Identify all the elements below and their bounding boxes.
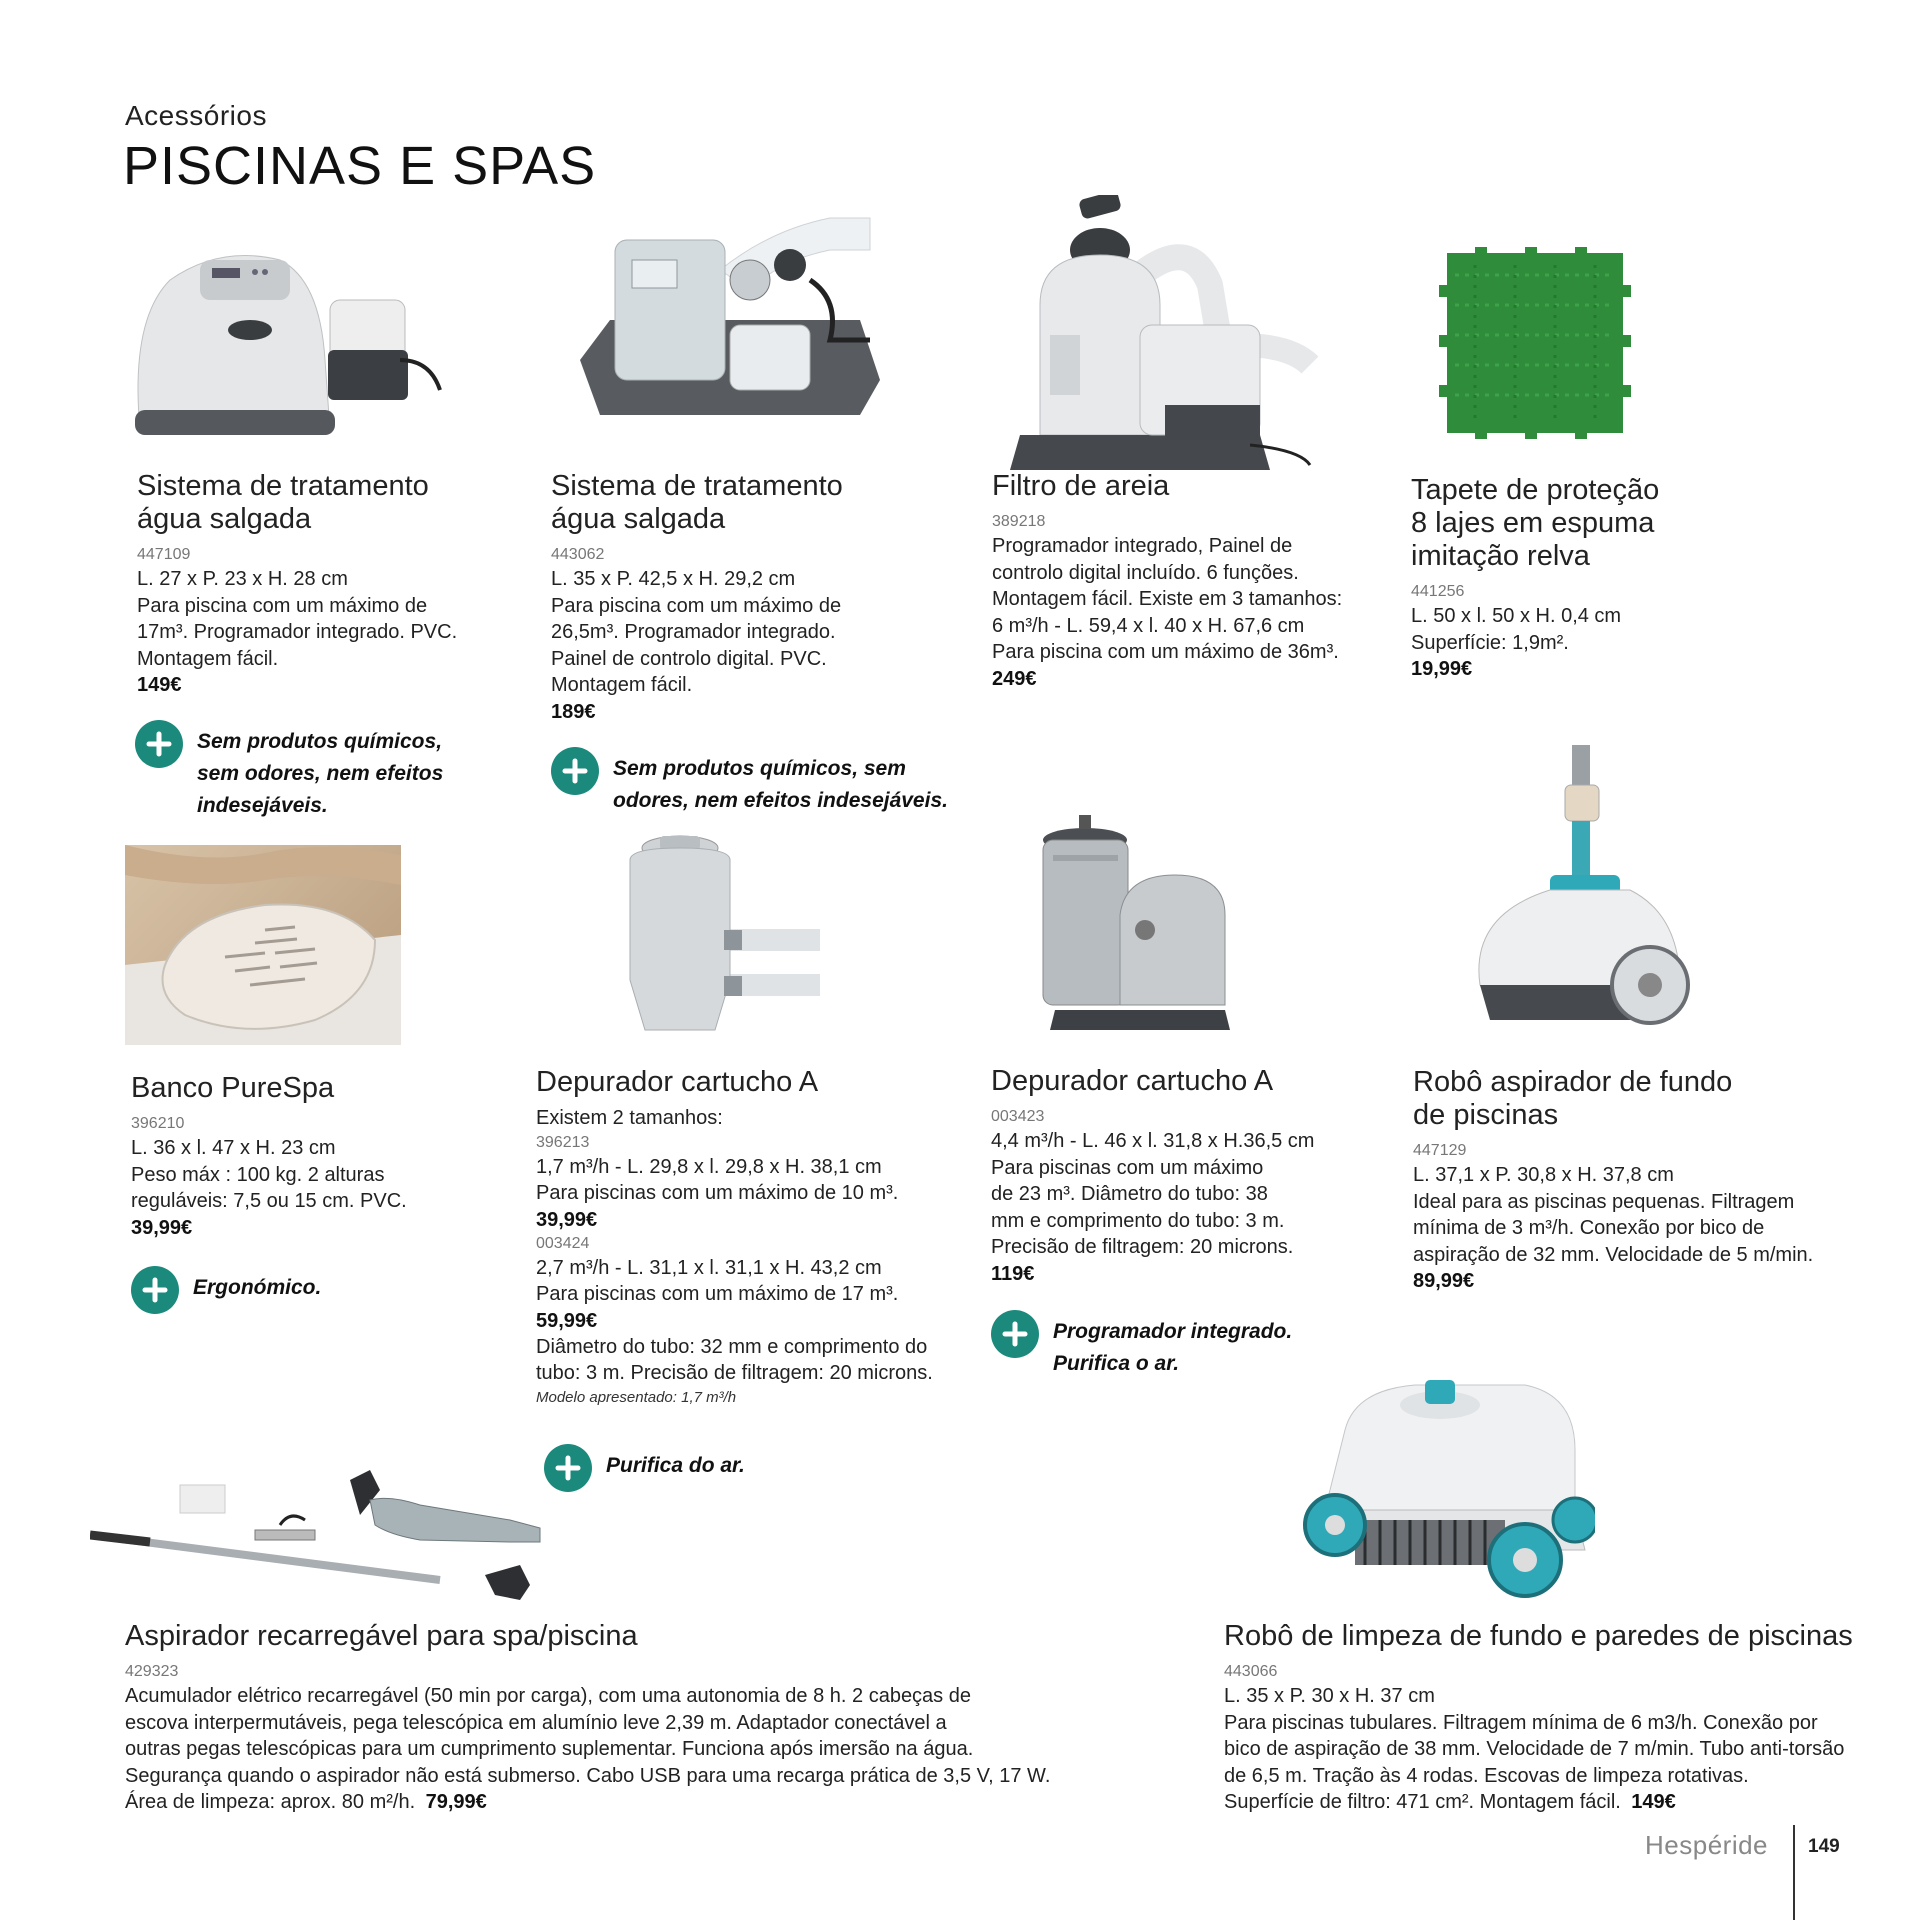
benefit-text: Programador integrado. Purifica o ar. — [1053, 1320, 1293, 1375]
product-card-429323 — [125, 1620, 1085, 1816]
benefit-text: Sem produtos químicos, sem odores, nem efeitos indesejáveis. — [197, 730, 444, 817]
product-price: 59,99€ — [536, 1309, 598, 1332]
product-description: L. 35 x P. 42,5 x H. 29,2 cm Para piscina com um máximo de 26,5m³. Programador integrado. Painel de controlo digital. PVC. Montagem fácil. — [551, 568, 842, 696]
product-card-447109 — [137, 470, 517, 698]
product-title: Robô aspirador de fundo de piscinas — [1413, 1066, 1733, 1131]
product-title: Depurador cartucho A — [991, 1065, 1274, 1097]
product-ref: 441256 — [1411, 583, 1465, 600]
product-price: 39,99€ — [131, 1216, 193, 1239]
model-note: Modelo apresentado: 1,7 m³/h — [536, 1388, 737, 1406]
product-description: 2,7 m³/h - L. 31,1 x l. 31,1 x H. 43,2 cm Para piscinas com um máximo de 17 m³. — [536, 1256, 899, 1305]
cartridge-filter-large-image — [1035, 815, 1235, 1030]
product-description: L. 50 x l. 50 x H. 0,4 cm Superfície: 1,9m². — [1411, 605, 1622, 654]
product-ref: 389218 — [992, 513, 1046, 530]
pool-robot-large-image — [1285, 1370, 1595, 1600]
spa-seat-photo — [125, 845, 401, 1045]
benefit-text: Ergonómico. — [193, 1276, 322, 1299]
pool-robot-small-image — [1460, 745, 1690, 1045]
benefit-text: Purifica do ar. — [606, 1454, 745, 1477]
product-title: Sistema de tratamento água salgada — [137, 470, 429, 535]
salt-chlorinator-small-image — [130, 240, 460, 440]
product-ref: 447109 — [137, 546, 191, 563]
product-ref: 447129 — [1413, 1142, 1467, 1159]
product-price: 119€ — [991, 1262, 1035, 1285]
product-title: Banco PureSpa — [131, 1072, 335, 1104]
salt-chlorinator-large-image — [570, 210, 900, 430]
product-extra: Diâmetro do tubo: 32 mm e comprimento do tubo: 3 m. Precisão de filtragem: 20 microns. — [536, 1335, 933, 1384]
product-ref: 443066 — [1224, 1663, 1278, 1680]
product-ref: 429323 — [125, 1663, 179, 1680]
rechargeable-vacuum-image — [90, 1470, 550, 1610]
product-title: Aspirador recarregável para spa/piscina — [125, 1620, 638, 1652]
product-ref: 003424 — [536, 1234, 590, 1252]
turf-mat-image — [1435, 245, 1635, 440]
product-ref: 443062 — [551, 546, 605, 563]
plus-icon — [135, 720, 183, 768]
plus-icon — [551, 747, 599, 795]
product-card-396213 — [536, 1066, 976, 1409]
benefit-396210 — [131, 1266, 321, 1314]
product-price: 79,99€ — [425, 1791, 487, 1813]
product-title: Filtro de areia — [992, 470, 1170, 502]
product-price: 149€ — [137, 674, 182, 696]
product-card-443062 — [551, 470, 951, 725]
benefit-text: Sem produtos químicos, sem odores, nem efeitos indesejáveis. — [613, 757, 948, 812]
product-price: 89,99€ — [1413, 1270, 1475, 1292]
product-description: L. 37,1 x P. 30,8 x H. 37,8 cm Ideal para as piscinas pequenas. Filtragem mínima de 3 m³/h. Conexão por bico de aspiração de 32 mm. Velocidade de 5 m/min. — [1413, 1164, 1814, 1266]
page-title: PISCINAS E SPAS — [123, 136, 597, 196]
plus-icon — [991, 1310, 1039, 1358]
product-price: 19,99€ — [1411, 658, 1473, 680]
product-card-003423 — [991, 1065, 1411, 1287]
product-description: 1,7 m³/h - L. 29,8 x l. 29,8 x H. 38,1 cm Para piscinas com um máximo de 10 m³. — [536, 1155, 899, 1204]
plus-icon — [131, 1266, 179, 1314]
spa-seat-image — [125, 845, 401, 1045]
product-ref: 396210 — [131, 1115, 185, 1132]
footer-divider — [1793, 1825, 1795, 1920]
product-card-441256 — [1411, 474, 1831, 682]
product-ref: 003423 — [991, 1108, 1045, 1125]
product-card-447129 — [1413, 1066, 1873, 1294]
product-description: Programador integrado, Painel de controlo digital incluído. 6 funções. Montagem fácil. Existe em 3 tamanhos: 6 m³/h - L. 59,4 x l. 40 x H. 67,6 cm Para piscina com um máximo de 36m³. — [992, 535, 1343, 663]
plus-icon — [544, 1444, 592, 1492]
benefit-447109 — [135, 720, 443, 822]
product-description: L. 35 x P. 30 x H. 37 cm Para piscinas tubulares. Filtragem mínima de 6 m3/h. Conexão por bico de aspiração de 38 mm. Velocidade de 7 m/min. Tubo anti-torsão de 6,5 m. Tração às 4 rodas. Escovas de limpeza rotativas. Superfície de filtro: 471 cm². Montagem fácil. — [1224, 1685, 1845, 1813]
benefit-443062 — [551, 747, 948, 817]
product-price: 149€ — [1631, 1791, 1676, 1813]
cartridge-filter-small-image — [620, 830, 820, 1040]
benefit-396213 — [544, 1444, 745, 1492]
sand-filter-image — [1010, 195, 1320, 475]
product-card-443066 — [1224, 1620, 1904, 1816]
section-eyebrow: Acessórios — [125, 100, 267, 131]
product-title: Tapete de proteção 8 lajes em espuma imitação relva — [1411, 474, 1660, 572]
page-number: 149 — [1808, 1836, 1840, 1857]
product-ref: 396213 — [536, 1133, 590, 1151]
product-title: Depurador cartucho A — [536, 1066, 819, 1098]
product-title: Robô de limpeza de fundo e paredes de piscinas — [1224, 1620, 1853, 1652]
product-description: L. 36 x l. 47 x H. 23 cm Peso máx : 100 kg. 2 alturas reguláveis: 7,5 ou 15 cm. PVC. — [131, 1137, 407, 1212]
product-price: 189€ — [551, 700, 596, 723]
product-intro: Existem 2 tamanhos: — [536, 1107, 723, 1129]
product-card-389218 — [992, 470, 1412, 692]
product-card-396210 — [131, 1072, 431, 1241]
product-description: L. 27 x P. 23 x H. 28 cm Para piscina com um máximo de 17m³. Programador integrado. PVC. Montagem fácil. — [137, 568, 458, 670]
brand-logo: Hespéride — [1645, 1830, 1769, 1860]
product-title: Sistema de tratamento água salgada — [551, 470, 843, 535]
product-price: 249€ — [992, 667, 1037, 690]
benefit-003423 — [991, 1310, 1292, 1380]
product-description: 4,4 m³/h - L. 46 x l. 31,8 x H.36,5 cm Para piscinas com um máximo de 23 m³. Diâmetro do tubo: 38 mm e comprimento do tubo: 3 m. Precisão de filtragem: 20 microns. — [991, 1130, 1315, 1258]
product-price: 39,99€ — [536, 1208, 598, 1231]
product-description: Acumulador elétrico recarregável (50 min por carga), com uma autonomia de 8 h. 2 cabeças de escova interpermutáveis, pega telescópica em alumínio leve 2,39 m. Adaptador conectável a outras pegas telescópicas para um cumprimento suplementar. Funciona após imersão na água. Segurança quando o aspirador não está submerso. Cabo USB para uma recarga prática de 3,5 V, 17 W. Área de limpeza: aprox. 80 m²/h. — [125, 1685, 1051, 1813]
